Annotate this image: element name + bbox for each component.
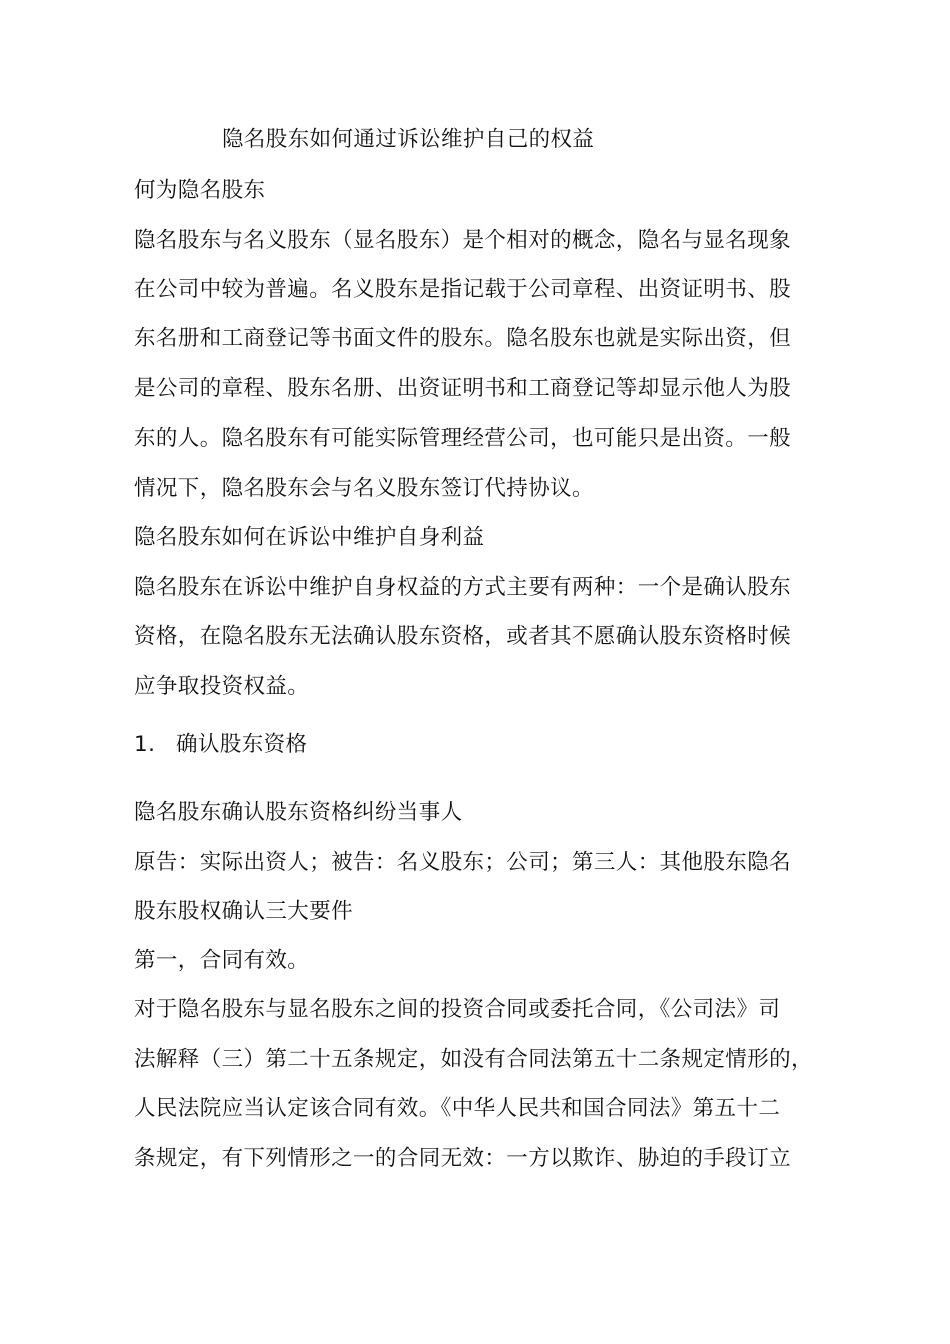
- paragraph-line: 隐名股东在诉讼中维护自身权益的方式主要有两种：一个是确认股东: [134, 575, 792, 600]
- section-heading-what-is-hidden-shareholder: 何为隐名股东: [134, 178, 266, 203]
- paragraph-line: 情况下，隐名股东会与名义股东签订代持协议。: [134, 476, 594, 501]
- parties-line: 原告：实际出资人；被告：名义股东；公司；第三人：其他股东隐名: [134, 850, 792, 875]
- paragraph-line: 在公司中较为普遍。名义股东是指记载于公司章程、出资证明书、股: [134, 277, 792, 302]
- paragraph-line: 资格，在隐名股东无法确认股东资格，或者其不愿确认股东资格时候: [134, 624, 792, 649]
- section-heading-parties: 隐名股东确认股东资格纠纷当事人: [134, 800, 463, 825]
- list-item-number: 1.: [134, 732, 156, 757]
- paragraph-line: 是公司的章程、股东名册、出资证明书和工商登记等却显示他人为股: [134, 376, 792, 401]
- section-heading-litigation: 隐名股东如何在诉讼中维护自身利益: [134, 525, 485, 550]
- point-one: 第一，合同有效。: [134, 948, 310, 973]
- paragraph-line: 东的人。隐名股东有可能实际管理经营公司，也可能只是出资。一般: [134, 426, 792, 451]
- list-item-1: [134, 730, 307, 760]
- list-item-text: 确认股东资格: [176, 732, 308, 757]
- paragraph-line: 对于隐名股东与显名股东之间的投资合同或委托合同，《公司法》司: [134, 997, 781, 1022]
- section-heading-three-elements: 股东股权确认三大要件: [134, 899, 354, 924]
- paragraph-line: 法解释（三）第二十五条规定，如没有合同法第五十二条规定情形的，: [134, 1047, 813, 1072]
- document-title: 隐名股东如何通过诉讼维护自己的权益: [222, 127, 595, 152]
- paragraph-line: 应争取投资权益。: [134, 674, 310, 699]
- paragraph-line: 东名册和工商登记等书面文件的股东。隐名股东也就是实际出资，但: [134, 326, 792, 351]
- paragraph-line: 条规定，有下列情形之一的合同无效：一方以欺诈、胁迫的手段订立: [134, 1146, 792, 1171]
- paragraph-line: 隐名股东与名义股东（显名股东）是个相对的概念，隐名与显名现象: [134, 228, 792, 253]
- paragraph-line: 人民法院应当认定该合同有效。《中华人民共和国合同法》第五十二: [134, 1096, 781, 1121]
